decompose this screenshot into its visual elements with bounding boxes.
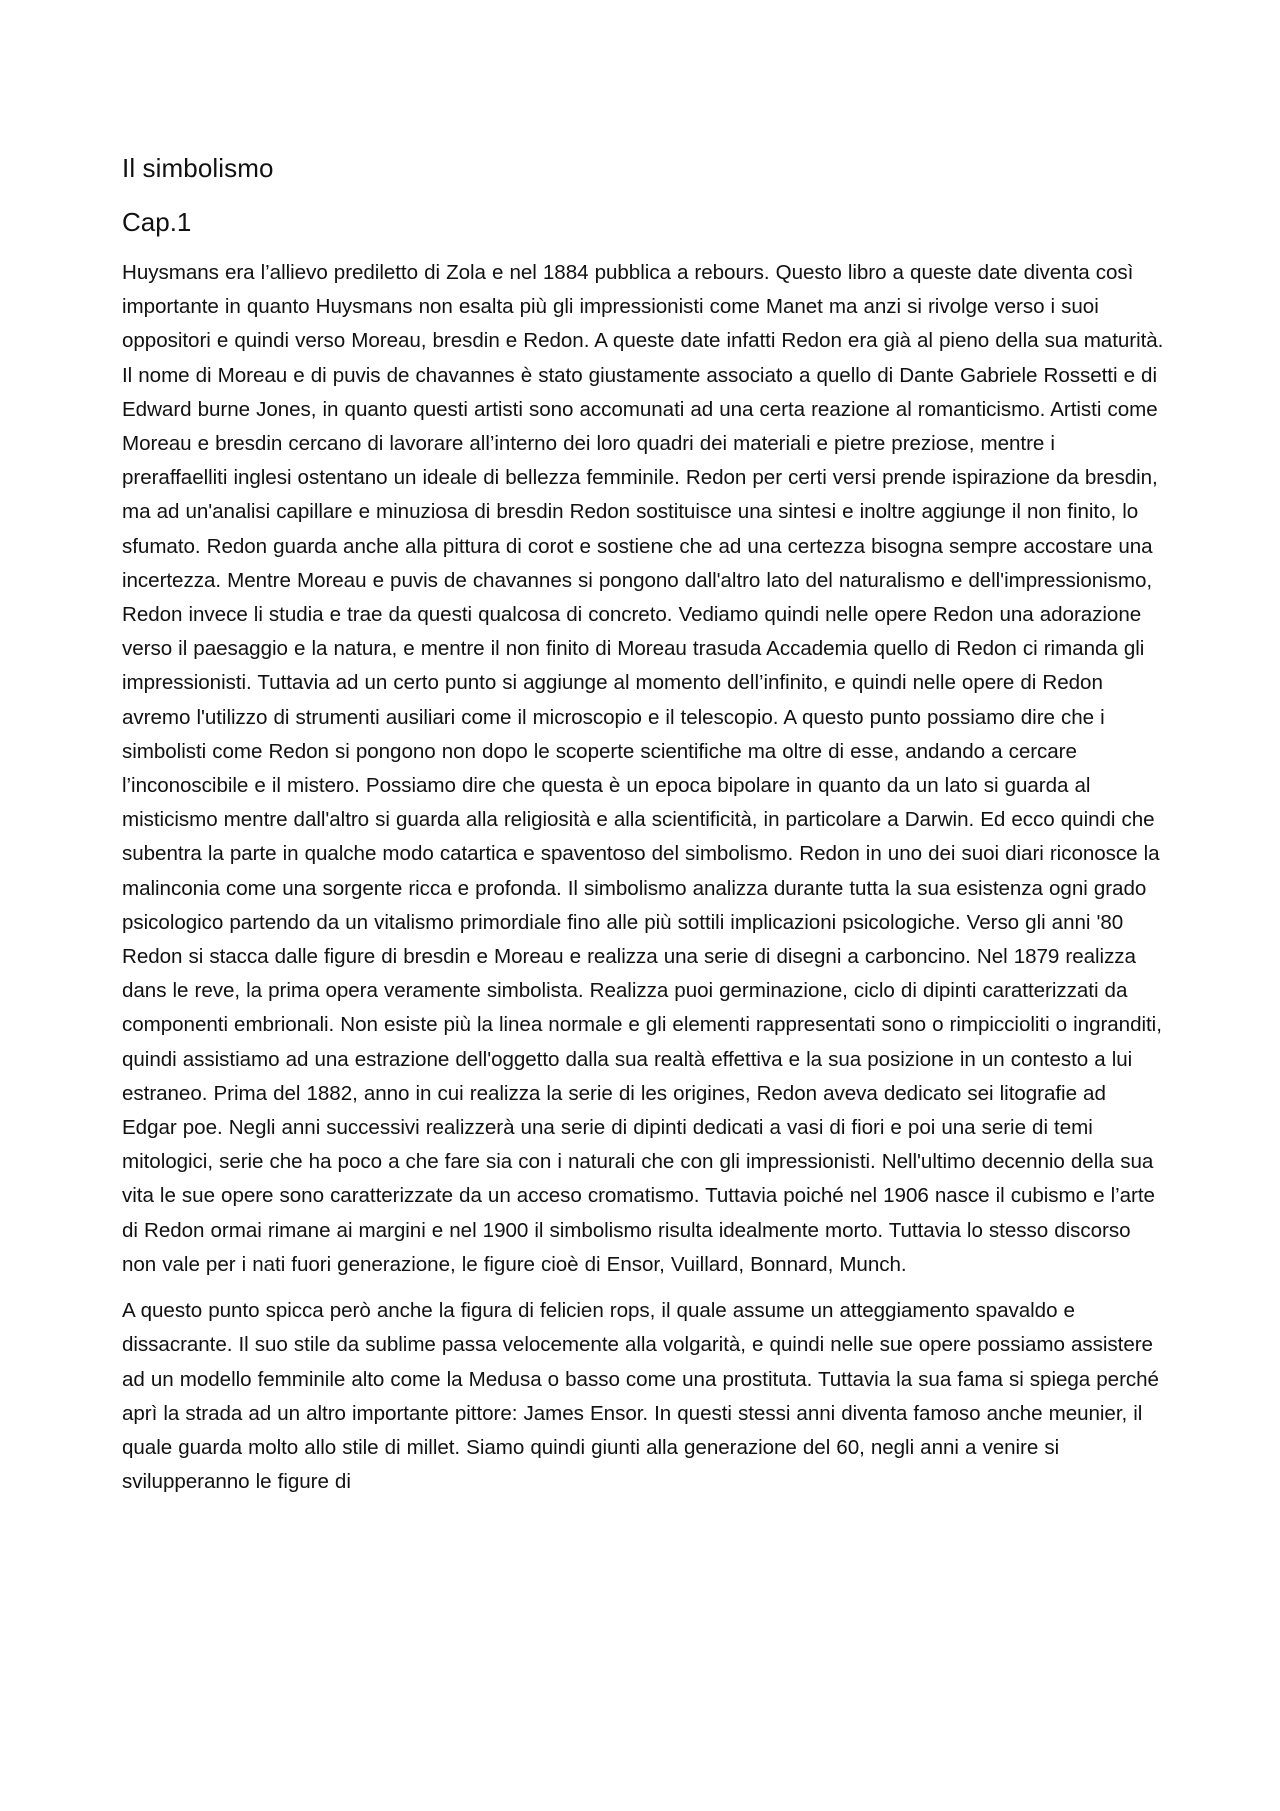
body-paragraph: A questo punto spicca però anche la figura di felicien rops, il quale assume un atteggiamento spavaldo e dissacrante. Il suo stile da sublime passa velocemente alla volgarità, e quindi nelle sue opere possiamo assistere ad un modello femminile alto come la Medusa o basso come una prostituta. Tuttavia la sua fama si spiega perché aprì la strada ad un altro importante pittore: James Ensor. In questi stessi anni diventa famoso anche meunier, il quale guarda molto allo stile di millet. Siamo quindi giunti alla generazione del 60, negli anni a venire si svilupperanno le figure di — [122, 1299, 1159, 1494]
chapter-heading: Cap.1 — [122, 207, 192, 237]
document-title: Il simbolismo — [122, 153, 274, 183]
body-paragraph: Huysmans era l’allievo prediletto di Zola e nel 1884 pubblica a rebours. Questo libro a queste date diventa così importante in quanto Huysmans non esalta più gli impressionisti come Manet ma anzi si rivolge verso i suoi oppositori e quindi verso Moreau, bresdin e Redon. A queste date infatti Redon era già al pieno della sua maturità. Il nome di Moreau e di puvis de chavannes è stato giustamente associato a quello di Dante Gabriele Rossetti e di Edward burne Jones, in quanto questi artisti sono accomunati ad una certa reazione al romanticismo. Artisti come Moreau e bresdin cercano di lavorare all’interno dei loro quadri dei materiali e pietre preziose, mentre i preraffaelliti inglesi ostentano un ideale di bellezza femminile. Redon per certi versi prende ispirazione da bresdin, ma ad un'analisi capillare e minuziosa di bresdin Redon sostituisce una sintesi e inoltre aggiunge il non finito, lo sfumato. Redon guarda anche alla pittura di corot e sostiene che ad una certezza bisogna sempre accostare una incertezza. Mentre Moreau e puvis de chavannes si pongono dall'altro lato del naturalismo e dell'impressionismo, Redon invece li studia e trae da questi qualcosa di concreto. Vediamo quindi nelle opere Redon una adorazione verso il paesaggio e la natura, e mentre il non finito di Moreau trasuda Accademia quello di Redon ci rimanda gli impressionisti. Tuttavia ad un certo punto si aggiunge al momento dell’infinito, e quindi nelle opere di Redon avremo l'utilizzo di strumenti ausiliari come il microscopio e il telescopio. A questo punto possiamo dire che i simbolisti come Redon si pongono non dopo le scoperte scientifiche ma oltre di esse, andando a cercare l’inconoscibile e il mistero. Possiamo dire che questa è un epoca bipolare in quanto da un lato si guarda al misticismo mentre dall'altro si guarda alla religiosità e alla scientificità, in particolare a Darwin. Ed ecco quindi che subentra la parte in qualche modo catartica e spaventoso del simbolismo. Redon in uno dei suoi diari riconosce la malinconia come una sorgente ricca e profonda. Il simbolismo analizza durante tutta la sua esistenza ogni grado psicologico partendo da un vitalismo primordiale fino alle più sottili implicazioni psicologiche. Verso gli anni '80 Redon si stacca dalle figure di bresdin e Moreau e realizza una serie di disegni a carboncino. Nel 1879 realizza dans le reve, la prima opera veramente simbolista. Realizza puoi germinazione, ciclo di dipinti caratterizzati da componenti embrionali. Non esiste più la linea normale e gli elementi rappresentati sono o rimpiccioliti o ingranditi, quindi assistiamo ad una estrazione dell'oggetto dalla sua realtà effettiva e la sua posizione in un contesto a lui estraneo. Prima del 1882, anno in cui realizza la serie di les origines, Redon aveva dedicato sei litografie ad Edgar poe. Negli anni successivi realizzerà una serie di dipinti dedicati a vasi di fiori e poi una serie di temi mitologici, serie che ha poco a che fare sia con i naturali che con gli impressionisti. Nell'ultimo decennio della sua vita le sue opere sono caratterizzate da un acceso cromatismo. Tuttavia poiché nel 1906 nasce il cubismo e l’arte di Redon ormai rimane ai margini e nel 1900 il simbolismo risulta idealmente morto. Tuttavia lo stesso discorso non vale per i nati fuori generazione, le figure cioè di Ensor, Vuillard, Bonnard, Munch. — [122, 261, 1164, 1276]
